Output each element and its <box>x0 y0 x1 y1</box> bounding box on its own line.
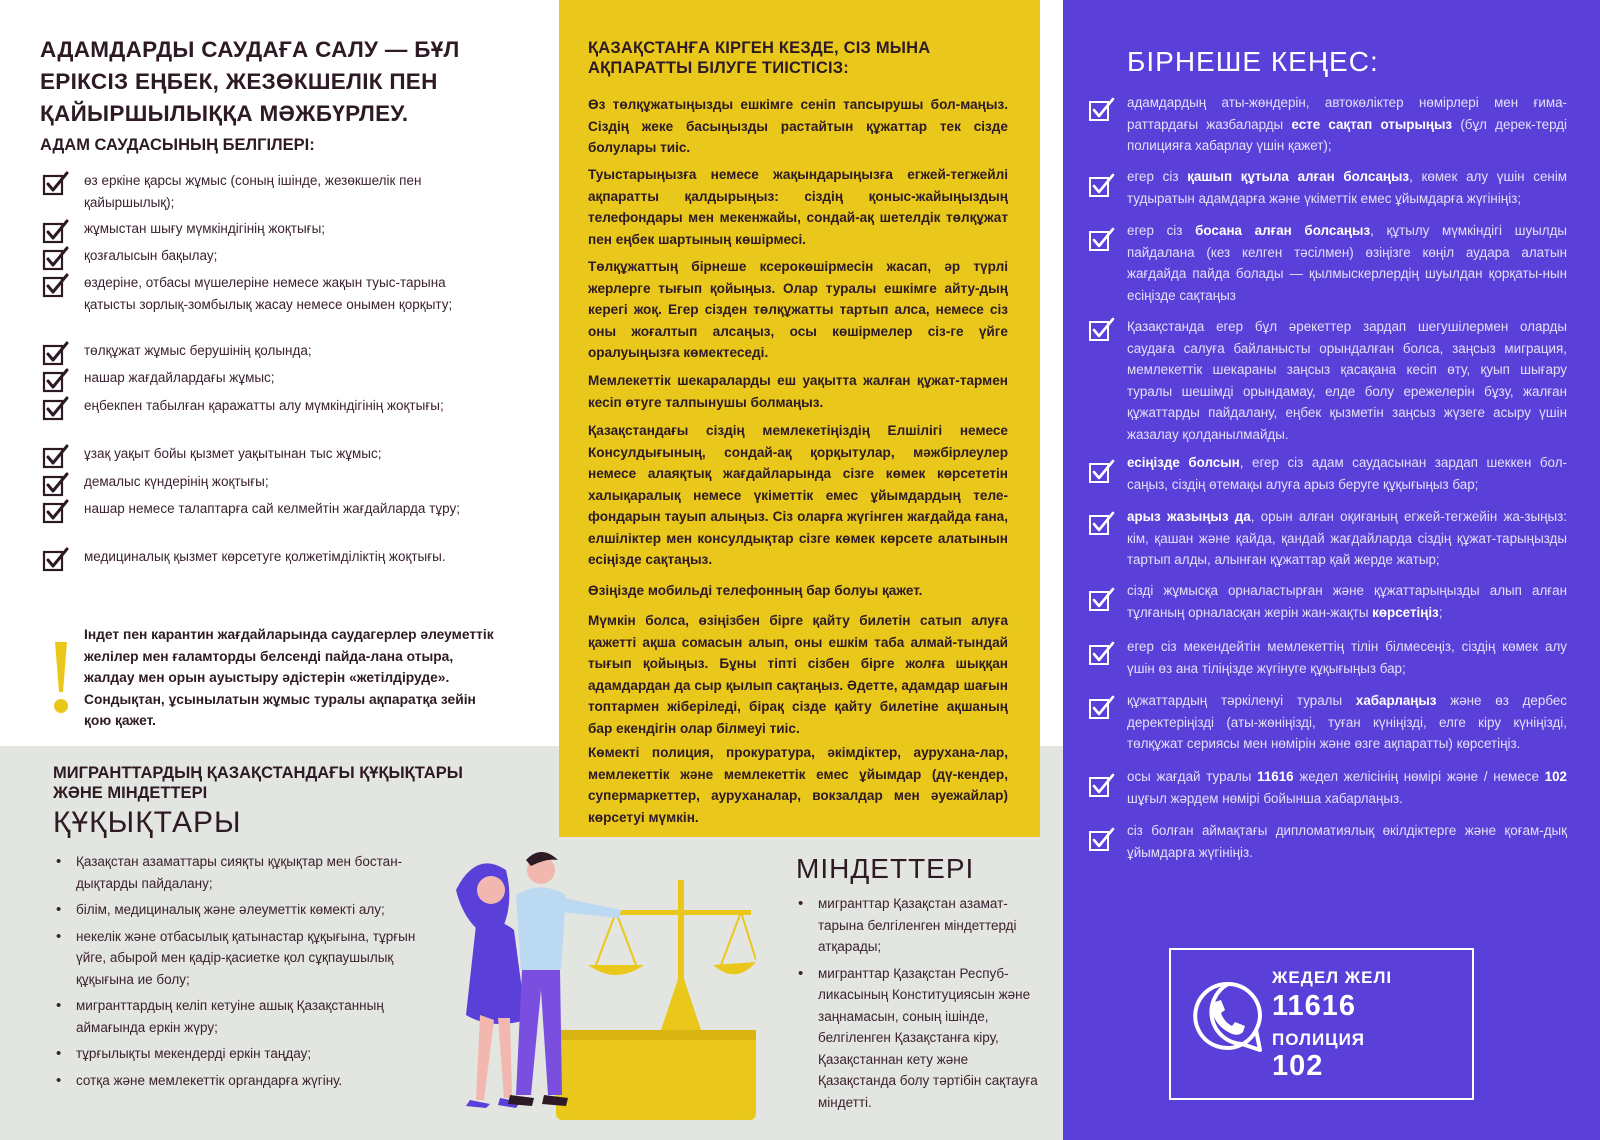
tip-item: Қазақстанда егер бұл әрекеттер зардап шегушілермен оларды саудаға салуға байланысты орындалған болса, заңсыз миграция, мемлекеттік шекараны заңсыз қасақана кесіп өту, қуып шығару туралы шешімді орындамау, елде болу ережелерін бұзу, жалған құжаттарды пайдалану, еңбек қызметін заңсыз жүзеге асыру үшін жазалау қолданылмайды. <box>1127 319 1567 442</box>
list-item: • некелік және отбасылық қатынастар құқығына, тұрғын үйге, абырой мен қадір-қасиетке қол сұқпаушылық құқығына ие болу; <box>54 926 449 991</box>
tip-item: сіз болған аймақтағы дипломатиялық өкілдіктерге және қоғам-дық ұйымдарға жүгініңіз. <box>1127 823 1567 860</box>
sign-item: медициналық қызмет көрсетуге қолжетімділіктің жоқтығы. <box>84 549 446 564</box>
list-item: • мигранттардың келіп кетуіне ашық Қазақстанның аймағында еркін жүру; <box>54 995 449 1038</box>
checkbox-check-icon <box>42 340 70 366</box>
checkbox-check-icon <box>42 498 70 524</box>
scales-couple-illustration <box>436 850 756 1130</box>
exclamation-icon <box>52 640 70 716</box>
rights-duties-header: МИГРАНТТАРДЫҢ ҚАЗАҚСТАНДАҒЫ ҚҰҚЫҚТАРЫ ЖӘНЕ МІНДЕТТЕРІ <box>53 764 463 802</box>
checkbox-check-icon <box>42 218 70 244</box>
checkbox-check-icon <box>1088 694 1116 720</box>
checkbox-check-icon <box>42 245 70 271</box>
checkbox-check-icon <box>1088 826 1116 852</box>
arrival-title: ҚАЗАҚСТАНҒА КІРГЕН КЕЗДЕ, СІЗ МЫНА АҚПАРАТТЫ БІЛУГЕ ТИІСТІСІЗ: <box>588 39 931 77</box>
list-item: • мигранттар Қазақстан Респуб-ликасының Конституциясын және заңнамасын, соның ішінде, белгіленген Қазақстанға кіру, Қазақстаннан кету және Қазақстанда болу тәртібін сақтауға міндетті. <box>796 963 1041 1114</box>
arrival-paragraph: Қазақстандағы сіздің мемлекетіңіздің Елшілігі немесе Консулдығының, сондай-ақ қорқытулар, мәжбірлеулер немесе алаяқтық жағдайларында сізге көмек көрсететін халықаралық немесе үкіметтік емес ұйымдардың теле-фондарын тауып алыңыз. Сіз оларға жүгінген жағдайда ғана, елшіліктер мен консулдықтар сізге көмек көрсете алатынын есіңізде сақтаңыз. <box>588 423 1008 567</box>
hotline-number: 11616 <box>1272 990 1357 1022</box>
pandemic-warning: Індет пен карантин жағдайларында саудагерлер әлеуметтік желілер мен ғаламторды белсенді пайда-лана отыра, жалдау мен орын ауыстыру әдістерін «жетілдіруде». Сондықтан, ұсынылатын жұмыс туралы ақпаратқа зейін қою қажет. <box>84 627 494 728</box>
tip-item: осы жағдай туралы 11616 жедел желісінің нөмірі және / немесе 102 шұғыл жәрдем нөмірі бойынша хабарлаңыз. <box>1127 769 1567 806</box>
checkbox-check-icon <box>1088 96 1116 122</box>
phone-bubble-icon <box>1188 978 1268 1058</box>
sign-item: өздеріне, отбасы мүшелеріне немесе жақын туыс-тарына қатысты зорлық-зомбылық жасау немесе онымен қорқыту; <box>84 275 453 312</box>
checkbox-check-icon <box>42 170 70 196</box>
tip-item: құжаттардың тәркіленуі туралы хабарлаңыз және өз дербес деректеріңізді (аты-жөніңізді, туған күніңізді, елге кіру күніңізді, төлқұжат сериясы мен нөмірін және өзге ақпаратты) көрсетіңіз. <box>1127 693 1567 751</box>
tip-item: егер сіз мекендейтін мемлекеттің тілін білмесеңіз, сіздің көмек алу үшін өз ана тіліңізде жүгінуге құқығыңыз бар; <box>1127 639 1567 676</box>
duties-list <box>796 893 1041 1118</box>
checkbox-check-icon <box>1088 510 1116 536</box>
sign-item: ұзақ уақыт бойы қызмет уақытынан тыс жұмыс; <box>84 446 382 461</box>
checkbox-check-icon <box>42 546 70 572</box>
tip-item: сізді жұмысқа орналастырған және құжаттарыңызды алып алған тұлғаның орналасқан жерін жан-жақты көрсетіңіз; <box>1127 583 1567 620</box>
tip-item: адамдардың аты-жөндерін, автокөліктер нөмірлері мен ғима-раттардағы жазбаларды есте сақтап отырыңыз (бұл дерек-терді полицияға хабарлау үшін қажет); <box>1127 95 1568 153</box>
duties-title: МІНДЕТТЕРІ <box>796 853 975 884</box>
checkbox-check-icon <box>42 395 70 421</box>
arrival-paragraph: Көмекті полиция, прокуратура, әкімдіктер, аурухана-лар, мемлекеттік және мемлекеттік емес ұйымдар (дү-кендер, супермаркеттер, ауруханалар, вокзалдар мен әуежайлар) көрсетуі мүмкін. <box>588 745 1008 825</box>
tip-item: арыз жазыңыз да, орын алған оқиғаның егжей-тегжейін жа-зыңыз: кім, қашан және қайда, қандай жағдайларда сіздің құжат-тарыңызды тартып алды, алынған құжаттар қай жерде жатыр; <box>1127 509 1567 567</box>
checkbox-check-icon <box>1088 226 1116 252</box>
arrival-paragraph: Туыстарыңызға немесе жақындарыңызға егжей-тегжейлі ақпаратты қалдырыңыз: сіздің қоныс-жайыңыздың телефондары мен мекенжайы, сондай-ақ шетелдік төлқұжат пен еңбек шартының көшірмесі. <box>588 167 1008 247</box>
checkbox-check-icon <box>42 272 70 298</box>
rights-list <box>54 851 449 1096</box>
tip-item: есіңізде болсын, егер сіз адам саудасынан зардап шеккен бол-саңыз, сіздің өтемақы алуға арыз беруге құқығыңыз бар; <box>1127 455 1567 492</box>
rights-title: ҚҰҚЫҚТАРЫ <box>53 806 242 839</box>
sign-item: жұмыстан шығу мүмкіндігінің жоқтығы; <box>84 221 326 236</box>
arrival-paragraph: Мемлекеттік шекараларды еш уақытта жалған құжат-тармен кесіп өтуге талпынушы болмаңыз. <box>588 373 1008 410</box>
list-item: • білім, медициналық және әлеуметтік көмекті алу; <box>54 899 449 921</box>
checkbox-check-icon <box>42 471 70 497</box>
checkbox-check-icon <box>1088 316 1116 342</box>
sign-item: еңбекпен табылған қаражатты алу мүмкіндігінің жоқтығы; <box>84 398 444 413</box>
checkbox-check-icon <box>42 443 70 469</box>
list-item: • тұрғылықты мекендерді еркін таңдау; <box>54 1043 449 1065</box>
checkbox-check-icon <box>42 367 70 393</box>
signs-title: АДАМ САУДАСЫНЫҢ БЕЛГІЛЕРІ: <box>40 136 315 154</box>
sign-item: нашар жағдайлардағы жұмыс; <box>84 370 275 385</box>
list-item: • сотқа және мемлекеттік органдарға жүгіну. <box>54 1070 449 1092</box>
police-number: 102 <box>1272 1050 1324 1082</box>
checkbox-check-icon <box>1088 458 1116 484</box>
sign-item: өз еркіне қарсы жұмыс (соның ішінде, жезөкшелік пен қайыршылық); <box>84 173 422 210</box>
main-title: АДАМДАРДЫ САУДАҒА САЛУ — БҰЛ ЕРІКСІЗ ЕҢБЕК, ЖЕЗӨКШЕЛІК ПЕН ҚАЙЫРШЫЛЫҚҚА МӘЖБҮРЛЕУ. <box>40 37 460 126</box>
sign-item: демалыс күндерінің жоқтығы; <box>84 474 269 489</box>
tip-item: егер сіз босана алған болсаңыз, құтылу мүмкіндігі шуылды пайдалана (кез келген тәсілмен) өзіңізге көңіл аудара алатын жағдайда пайда болады — қылмыскерлердің шуылдан қорқаты-нын есіңізде сақтаңыз <box>1127 223 1568 303</box>
hotline-label: ЖЕДЕЛ ЖЕЛІ <box>1272 968 1393 987</box>
list-item: • мигранттар Қазақстан азамат-тарына белгіленген міндеттерді атқарады; <box>796 893 1041 958</box>
sign-item: нашар немесе талаптарға сай келмейтін жағдайларда тұру; <box>84 501 460 516</box>
arrival-paragraph: Өз төлқұжатыңызды ешкімге сеніп тапсырушы бол-маңыз. Сіздің жеке басыңызды растайтын құжаттар тек сізде болулары тиіс. <box>588 97 1008 155</box>
arrival-paragraph: Өзіңізде мобильді телефонның бар болуы қажет. <box>588 583 923 598</box>
arrival-paragraph: Мүмкін болса, өзіңізбен бірге қайту билетін сатып алуға қажетті ақша сомасын алып, оны ешкім таба алмай-тындай тығып қойыңыз. Бұны тіпті сізбен бірге жолға шыққан адамдардан да сыр қылып сақтаңыз. Әдетте, адамдар шағын топтармен жіберіледі, бірақ сізде қайту билетіне ақшаның бар екендігін олар білмеуі тиіс. <box>588 613 1008 736</box>
checkbox-check-icon <box>1088 640 1116 666</box>
police-label: ПОЛИЦИЯ <box>1272 1030 1366 1049</box>
arrival-paragraph: Төлқұжаттың бірнеше ксерокөшірмесін жасап, әр түрлі жерлерге тығып қойыңыз. Олар туралы ешкімге айту-дың керегі жоқ. Егер сізден төлқұжатты тартып алса, немесе сіз оны жоғалтып алсаңыз, осы көшірмелер сіз-ге үйге оралуыңызға көмектеседі. <box>588 259 1008 360</box>
sign-item: қозғалысын бақылау; <box>84 248 218 263</box>
checkbox-check-icon <box>1088 172 1116 198</box>
tips-title: БІРНЕШЕ КЕҢЕС: <box>1127 46 1379 77</box>
sign-item: төлқұжат жұмыс берушінің қолында; <box>84 343 312 358</box>
checkbox-check-icon <box>1088 772 1116 798</box>
list-item: • Қазақстан азаматтары сияқты құқықтар мен бостан-дықтарды пайдалану; <box>54 851 449 894</box>
checkbox-check-icon <box>1088 586 1116 612</box>
tip-item: егер сіз қашып құтыла алған болсаңыз, көмек алу үшін сенім тудыратын адамдарға және үкіметтік емес ұйымдарға жүгініңіз; <box>1127 169 1568 206</box>
